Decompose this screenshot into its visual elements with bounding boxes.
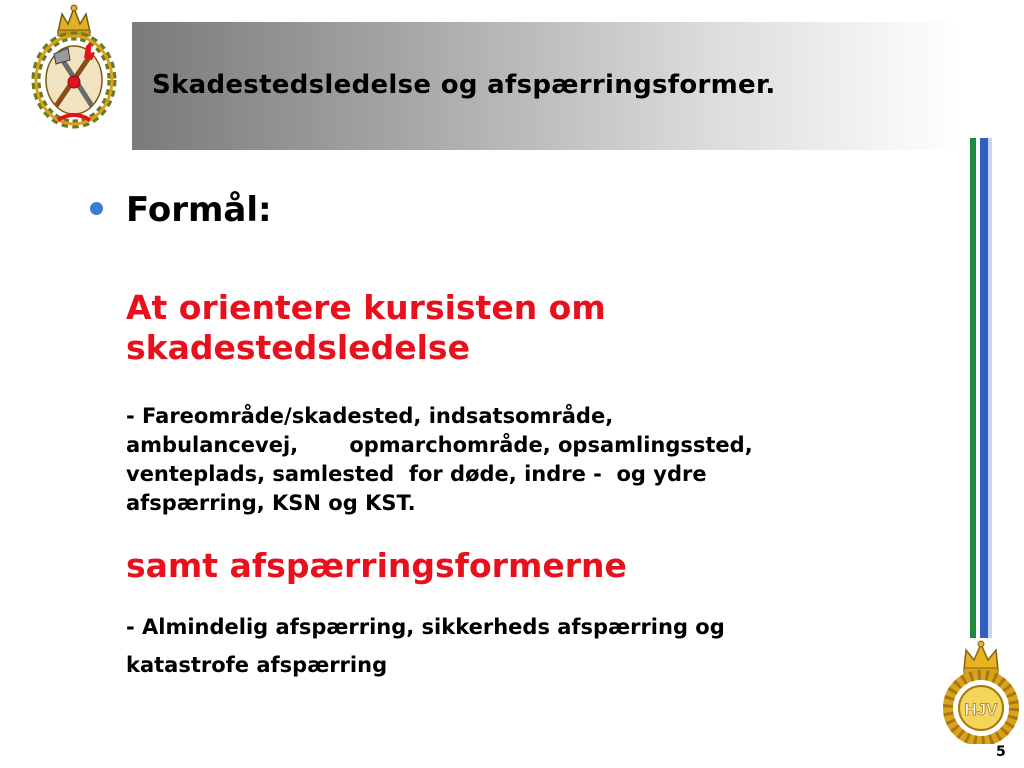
areas-line: ambulancevej, opmarchområde, opsamlingssted, — [126, 433, 753, 457]
areas-line: - Fareområde/skadested, indsatsområde, — [126, 404, 614, 428]
decorative-stripes — [970, 138, 992, 638]
forms-heading: samt afspærringsformerne — [126, 546, 627, 585]
bullet-dot — [90, 202, 103, 215]
slide-title: Skadestedsledelse og afspærringsformer. — [152, 70, 776, 100]
purpose-heading — [126, 288, 606, 368]
purpose-line: At orientere kursisten om — [126, 288, 606, 327]
hjv-crowned-wreath-icon — [942, 640, 1020, 744]
blue-stripe — [980, 138, 988, 638]
crest-emblem — [28, 2, 120, 130]
bullet-heading: Formål: — [126, 190, 272, 230]
areas-line: afspærring, KSN og KST. — [126, 491, 416, 515]
crowned-wreath-crest-icon — [28, 2, 120, 130]
areas-line: venteplads, samlested for døde, indre - og ydre — [126, 462, 707, 486]
light-blue-stripe — [988, 138, 992, 638]
hjv-label: HJV — [964, 700, 998, 719]
forms-line: katastrofe afspærring — [126, 653, 388, 677]
purpose-line: skadestedsledelse — [126, 328, 470, 367]
forms-paragraph — [126, 608, 725, 684]
areas-paragraph — [126, 402, 753, 518]
forms-line: - Almindelig afspærring, sikkerheds afspærring og — [126, 615, 725, 639]
hjv-emblem — [942, 640, 1020, 744]
page-number: 5 — [996, 744, 1006, 760]
